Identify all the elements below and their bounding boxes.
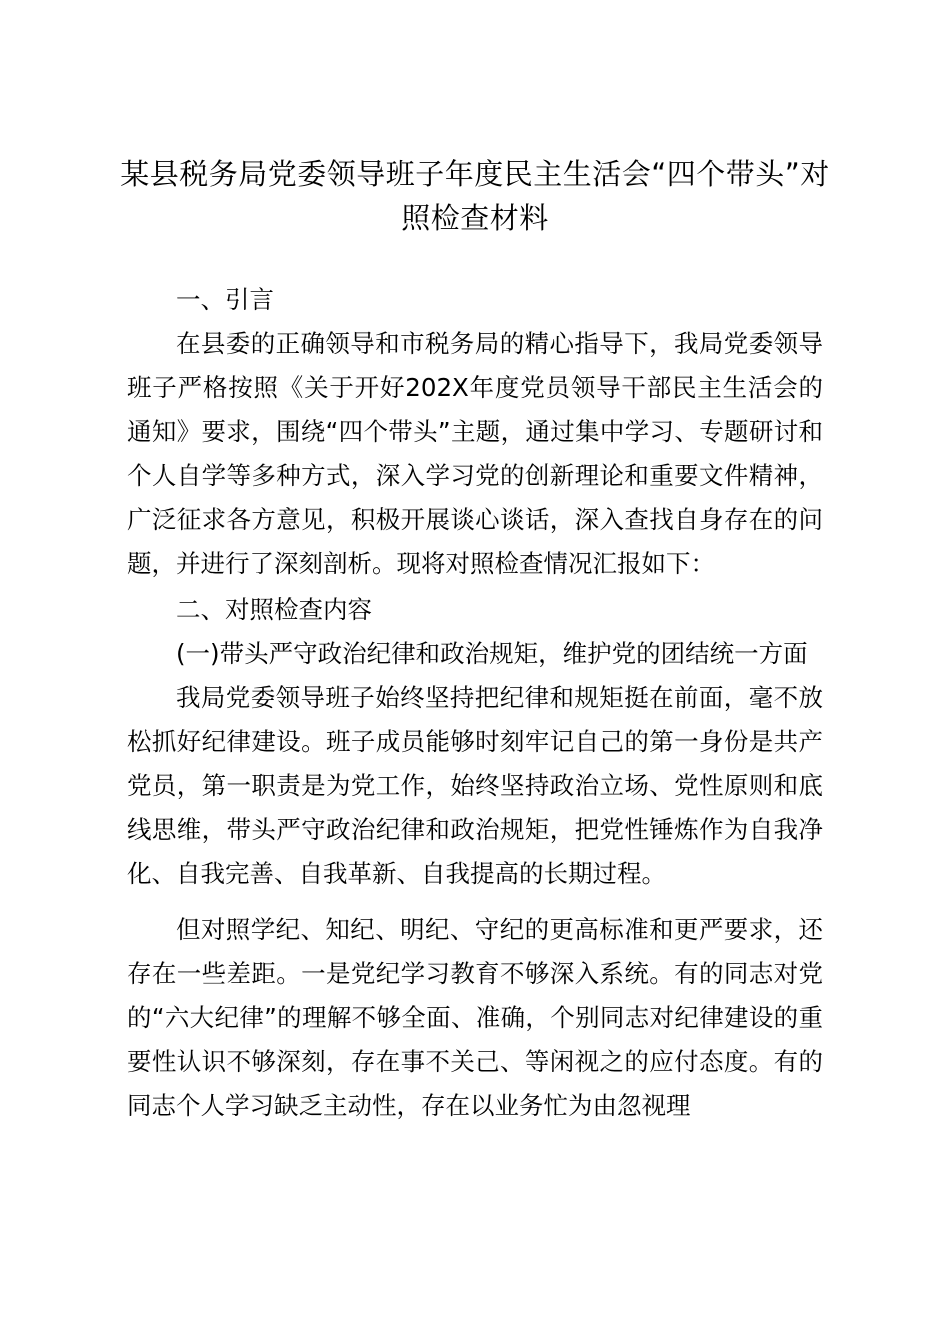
section-heading-review: 二、对照检查内容 xyxy=(176,595,372,624)
section-heading-intro: 一、引言 xyxy=(176,285,274,314)
document-body xyxy=(127,278,823,1128)
body-paragraph-1: 我局党委领导班子始终坚持把纪律和规矩挺在前面，毫不放松抓好纪律建设。班子成员能够时刻牢记自己的第一身份是共产党员，第一职责是为党工作，始终坚持政治立场、党性原则和底线思维，带头严守政治纪律和政治规矩，把党性锤炼作为自我净化、自我完善、自我革新、自我提高的长期过程。 xyxy=(127,683,823,888)
intro-paragraph: 在县委的正确领导和市税务局的精心指导下，我局党委领导班子严格按照《关于开好202X年度党员领导干部民主生活会的通知》要求，围绕“四个带头”主题，通过集中学习、专题研讨和个人自学等多种方式，深入学习党的创新理论和重要文件精神，广泛征求各方意见，积极开展谈心谈话，深入查找自身存在的问题，并进行了深刻剖析。现将对照检查情况汇报如下： xyxy=(127,329,823,578)
body-paragraph-2: 但对照学纪、知纪、明纪、守纪的更高标准和更严要求，还存在一些差距。一是党纪学习教育不够深入系统。有的同志对党的“六大纪律”的理解不够全面、准确，个别同志对纪律建设的重要性认识不够深刻，存在事不关己、等闲视之的应付态度。有的同志个人学习缺乏主动性，存在以业务忙为由忽视理 xyxy=(127,915,823,1120)
subsection-heading-1: (一)带头严守政治纪律和政治规矩，维护党的团结统一方面 xyxy=(176,639,808,668)
document-title: 某县税务局党委领导班子年度民主生活会“四个带头”对照检查材料 xyxy=(120,157,830,235)
